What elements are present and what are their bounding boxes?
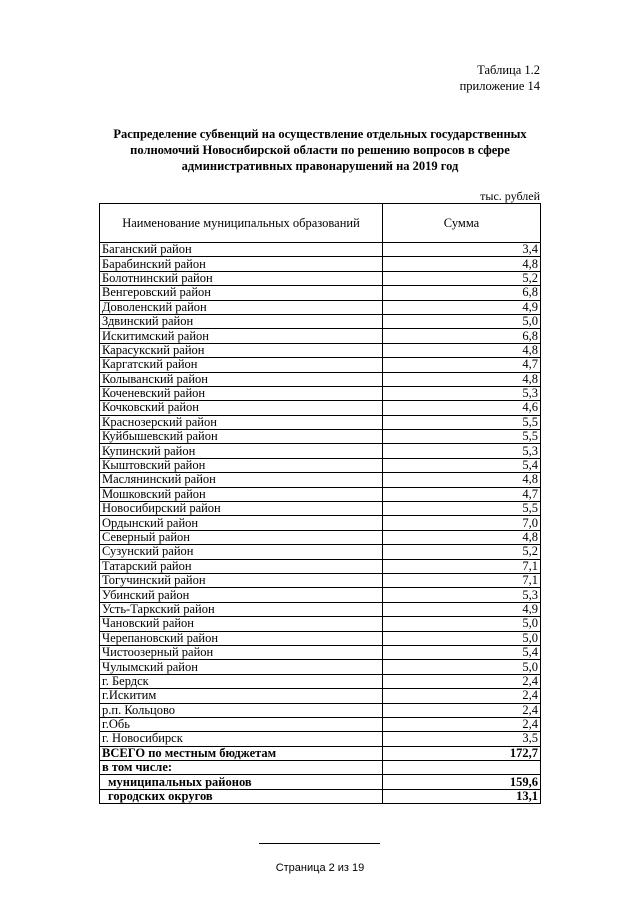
municipality-name: Краснозерский район (100, 415, 383, 429)
table-row (100, 430, 541, 444)
table-row (100, 243, 541, 257)
table-row (100, 314, 541, 328)
table-row (100, 271, 541, 285)
sum-value: 5,5 (383, 430, 541, 444)
municipality-name: Татарский район (100, 559, 383, 573)
table-row (100, 386, 541, 400)
table-row (100, 530, 541, 544)
sum-value: 4,9 (383, 602, 541, 616)
table-row (100, 300, 541, 314)
municipality-name: Купинский район (100, 444, 383, 458)
table-row (100, 645, 541, 659)
table-row (100, 573, 541, 587)
sum-value: 5,0 (383, 617, 541, 631)
sum-value: 4,6 (383, 401, 541, 415)
sum-value: 4,7 (383, 358, 541, 372)
sum-value (383, 761, 541, 775)
title-line-1: Распределение субвенций на осуществление отдельных государственных (113, 127, 527, 141)
municipality-name: Чулымский район (100, 660, 383, 674)
sum-value: 2,4 (383, 674, 541, 688)
table-row (100, 343, 541, 357)
municipality-name: Сузунский район (100, 545, 383, 559)
column-header-sum: Сумма (383, 204, 541, 243)
title-line-2: полномочий Новосибирской области по решению вопросов в сфере (130, 143, 510, 157)
sum-value: 5,0 (383, 314, 541, 328)
sum-value: 6,8 (383, 329, 541, 343)
sum-value: 6,8 (383, 286, 541, 300)
municipality-name: Новосибирский район (100, 502, 383, 516)
municipality-name: г. Бердск (100, 674, 383, 688)
sum-value: 172,7 (383, 746, 541, 760)
municipality-name: муниципальных районов (100, 775, 383, 789)
municipality-name: Мошковский район (100, 487, 383, 501)
municipality-name: Здвинский район (100, 314, 383, 328)
municipality-name: Доволенский район (100, 300, 383, 314)
sum-value: 3,5 (383, 732, 541, 746)
table-row (100, 516, 541, 530)
sum-value: 7,1 (383, 559, 541, 573)
title-line-3: административных правонарушений на 2019 год (181, 159, 459, 173)
subsidy-table (99, 203, 541, 804)
municipality-name: Барабинский район (100, 257, 383, 271)
municipality-name: Каргатский район (100, 358, 383, 372)
column-header-name: Наименование муниципальных образований (100, 204, 383, 243)
municipality-name: Чистоозерный район (100, 645, 383, 659)
municipality-name: Тогучинский район (100, 573, 383, 587)
municipality-name: Баганский район (100, 243, 383, 257)
total-row (100, 775, 541, 789)
total-row (100, 761, 541, 775)
sum-value: 2,4 (383, 717, 541, 731)
table-row (100, 674, 541, 688)
municipality-name: городских округов (100, 789, 383, 803)
sum-value: 5,3 (383, 588, 541, 602)
sum-value: 4,8 (383, 257, 541, 271)
sum-value: 5,2 (383, 545, 541, 559)
table-row (100, 473, 541, 487)
table-body (100, 243, 541, 804)
sum-value: 4,8 (383, 372, 541, 386)
sum-value: 7,0 (383, 516, 541, 530)
municipality-name: ВСЕГО по местным бюджетам (100, 746, 383, 760)
sum-value: 2,4 (383, 703, 541, 717)
sum-value: 13,1 (383, 789, 541, 803)
table-row (100, 617, 541, 631)
table-row (100, 329, 541, 343)
municipality-name: Коченевский район (100, 386, 383, 400)
sum-value: 5,3 (383, 444, 541, 458)
table-row (100, 732, 541, 746)
sum-value: 5,5 (383, 502, 541, 516)
municipality-name: в том числе: (100, 761, 383, 775)
table-row (100, 372, 541, 386)
sum-value: 5,0 (383, 660, 541, 674)
table-row (100, 631, 541, 645)
footer-divider (259, 843, 380, 844)
table-row (100, 689, 541, 703)
sum-value: 4,7 (383, 487, 541, 501)
sum-value: 4,8 (383, 530, 541, 544)
municipality-name: р.п. Кольцово (100, 703, 383, 717)
total-row (100, 746, 541, 760)
page-number: Страница 2 из 19 (275, 862, 365, 874)
table-row (100, 444, 541, 458)
municipality-name: Северный район (100, 530, 383, 544)
municipality-name: Кыштовский район (100, 458, 383, 472)
municipality-name: Черепановский район (100, 631, 383, 645)
sum-value: 5,3 (383, 386, 541, 400)
municipality-name: Кочковский район (100, 401, 383, 415)
table-row (100, 458, 541, 472)
appendix-reference: приложение 14 (459, 79, 540, 93)
municipality-name: Чановский район (100, 617, 383, 631)
sum-value: 5,4 (383, 645, 541, 659)
municipality-name: Искитимский район (100, 329, 383, 343)
table-row (100, 415, 541, 429)
municipality-name: г. Новосибирск (100, 732, 383, 746)
sum-value: 4,8 (383, 343, 541, 357)
municipality-name: Маслянинский район (100, 473, 383, 487)
municipality-name: Куйбышевский район (100, 430, 383, 444)
table-row (100, 559, 541, 573)
units-label: тыс. рублей (480, 189, 540, 203)
table-row (100, 660, 541, 674)
municipality-name: Усть-Таркский район (100, 602, 383, 616)
table-row (100, 717, 541, 731)
table-row (100, 487, 541, 501)
sum-value: 5,0 (383, 631, 541, 645)
municipality-name: Колыванский район (100, 372, 383, 386)
sum-value: 3,4 (383, 243, 541, 257)
sum-value: 4,8 (383, 473, 541, 487)
document-title (100, 126, 540, 174)
table-row (100, 602, 541, 616)
sum-value: 2,4 (383, 689, 541, 703)
sum-value: 5,2 (383, 271, 541, 285)
table-row (100, 286, 541, 300)
municipality-name: Ордынский район (100, 516, 383, 530)
municipality-name: Болотнинский район (100, 271, 383, 285)
total-row (100, 789, 541, 803)
municipality-name: Убинский район (100, 588, 383, 602)
table-row (100, 502, 541, 516)
table-reference: Таблица 1.2 (477, 63, 540, 77)
table-row (100, 358, 541, 372)
table-row (100, 588, 541, 602)
table-row (100, 545, 541, 559)
sum-value: 5,4 (383, 458, 541, 472)
sum-value: 4,9 (383, 300, 541, 314)
sum-value: 5,5 (383, 415, 541, 429)
table-row (100, 257, 541, 271)
municipality-name: г.Обь (100, 717, 383, 731)
table-row (100, 401, 541, 415)
sum-value: 159,6 (383, 775, 541, 789)
municipality-name: Карасукский район (100, 343, 383, 357)
table-header-row (100, 204, 541, 243)
municipality-name: г.Искитим (100, 689, 383, 703)
municipality-name: Венгеровский район (100, 286, 383, 300)
table-row (100, 703, 541, 717)
sum-value: 7,1 (383, 573, 541, 587)
